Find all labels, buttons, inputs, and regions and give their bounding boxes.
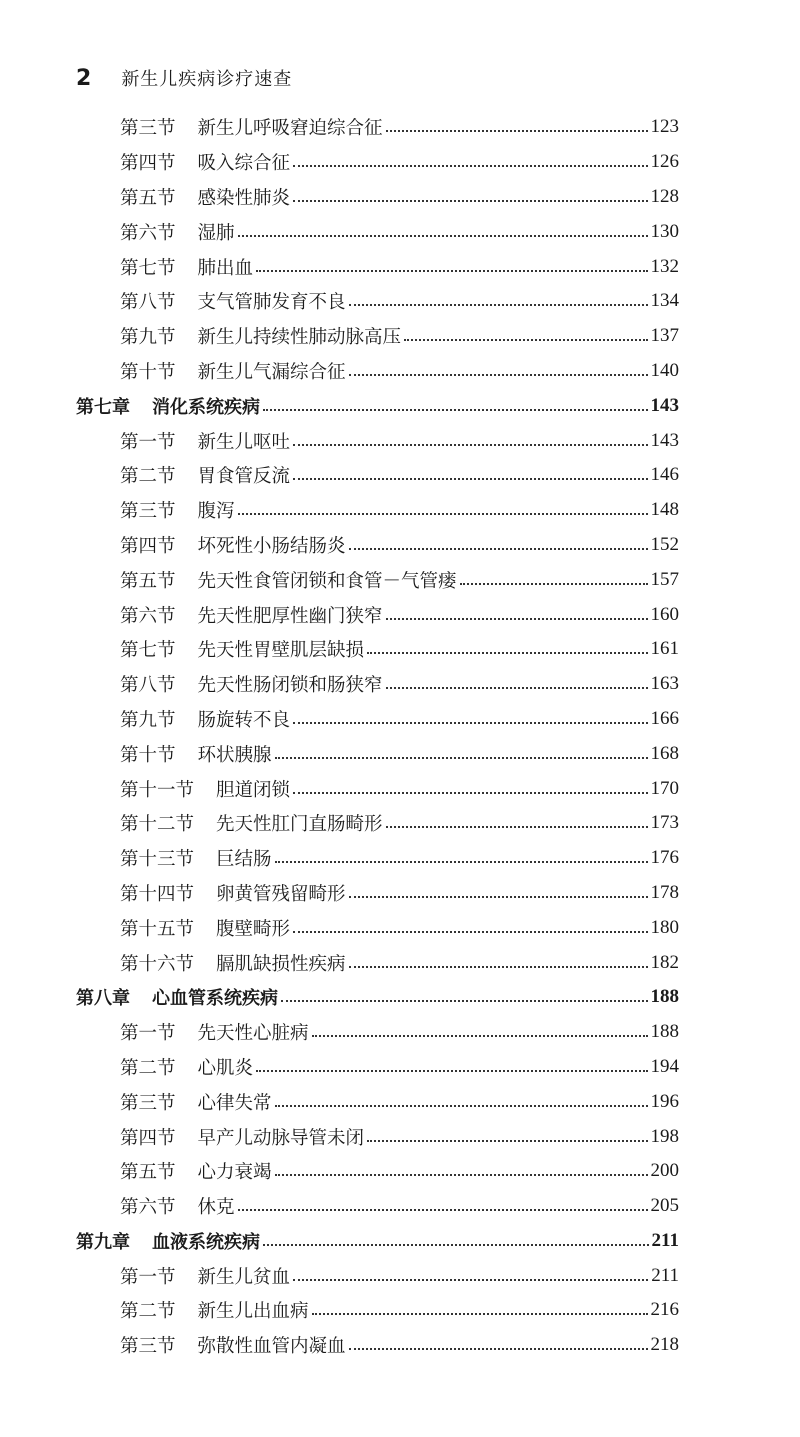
entry-title: 心肌炎 <box>197 1057 254 1079</box>
entry-label <box>120 636 364 662</box>
entry-number: 第二节 <box>120 1301 176 1323</box>
entry-title: 坏死性小肠结肠炎 <box>197 535 346 557</box>
entry-label <box>120 358 346 384</box>
entry-page-number: 126 <box>650 151 679 173</box>
dot-leader <box>293 722 647 724</box>
entry-label <box>120 288 346 314</box>
entry-title: 湿肺 <box>197 222 235 244</box>
entry-title: 先天性食管闭锁和食管－气管瘘 <box>197 570 457 592</box>
toc-section-entry[interactable] <box>0 145 800 180</box>
entry-label <box>120 741 272 767</box>
entry-label <box>120 323 401 349</box>
entry-number: 第二节 <box>120 466 176 488</box>
entry-title: 先天性肛门直肠畸形 <box>216 814 383 836</box>
entry-page-number: 146 <box>650 464 679 486</box>
dot-leader <box>349 896 648 898</box>
entry-number: 第三节 <box>120 1092 176 1114</box>
entry-page-number: 168 <box>650 742 679 764</box>
entry-number: 第五节 <box>120 187 176 209</box>
page-header <box>76 60 292 96</box>
entry-number: 第三节 <box>120 118 176 140</box>
entry-label <box>120 184 290 210</box>
toc-section-entry[interactable] <box>0 1050 800 1085</box>
dot-leader <box>367 652 647 654</box>
entry-number: 第八章 <box>76 988 130 1010</box>
entry-number: 第六节 <box>120 222 176 244</box>
toc-chapter-entry[interactable] <box>0 1224 800 1259</box>
entry-label <box>120 254 253 280</box>
entry-label <box>120 567 457 593</box>
entry-number: 第十五节 <box>120 918 195 940</box>
entry-number: 第十三节 <box>120 849 195 871</box>
entry-label <box>120 149 290 175</box>
dot-leader <box>349 1348 648 1350</box>
dot-leader <box>275 1105 648 1107</box>
entry-page-number: 134 <box>650 290 679 312</box>
dot-leader <box>404 339 647 341</box>
dot-leader <box>312 1313 648 1315</box>
dot-leader <box>293 1279 648 1281</box>
dot-leader <box>293 792 647 794</box>
dot-leader <box>386 687 648 689</box>
entry-page-number: 173 <box>650 812 679 834</box>
entry-title: 肺出血 <box>197 257 254 279</box>
toc-chapter-entry[interactable] <box>0 980 800 1015</box>
entry-number: 第一节 <box>120 431 176 453</box>
entry-number: 第九章 <box>76 1231 130 1253</box>
entry-number: 第七节 <box>120 640 176 662</box>
toc-section-entry[interactable] <box>0 249 800 284</box>
entry-title: 心力衰竭 <box>197 1162 272 1184</box>
entry-number: 第六节 <box>120 1197 176 1219</box>
entry-page-number: 148 <box>650 499 679 521</box>
entry-number: 第六节 <box>120 605 176 627</box>
toc-section-entry[interactable] <box>0 528 800 563</box>
toc-section-entry[interactable] <box>0 423 800 458</box>
entry-title: 环状胰腺 <box>197 744 272 766</box>
dot-leader <box>256 270 647 272</box>
entry-label <box>120 845 272 871</box>
toc-section-entry[interactable] <box>0 284 800 319</box>
entry-number: 第七章 <box>76 396 130 418</box>
entry-page-number: 143 <box>650 394 679 416</box>
entry-page-number: 132 <box>650 255 679 277</box>
dot-leader <box>238 1209 648 1211</box>
entry-title: 先天性肥厚性幽门狭窄 <box>197 605 383 627</box>
dot-leader <box>256 1070 647 1072</box>
dot-leader <box>275 757 648 759</box>
toc-section-entry[interactable] <box>0 1084 800 1119</box>
toc-section-entry[interactable] <box>0 771 800 806</box>
entry-label <box>120 1019 309 1045</box>
entry-label <box>120 1297 309 1323</box>
entry-label <box>120 219 235 245</box>
entry-number: 第三节 <box>120 1336 176 1358</box>
entry-title: 新生儿呼吸窘迫综合征 <box>197 118 383 140</box>
entry-title: 新生儿气漏综合征 <box>197 361 346 383</box>
toc-section-entry[interactable] <box>0 180 800 215</box>
toc-section-entry[interactable] <box>0 841 800 876</box>
entry-page-number: 211 <box>651 1264 679 1286</box>
entry-label <box>120 776 290 802</box>
entry-number: 第四节 <box>120 1127 176 1149</box>
entry-title: 胃食管反流 <box>197 466 291 488</box>
entry-number: 第一节 <box>120 1023 176 1045</box>
entry-label <box>120 1158 272 1184</box>
entry-title: 新生儿持续性肺动脉高压 <box>197 327 402 349</box>
toc-section-entry[interactable] <box>0 319 800 354</box>
entry-title: 感染性肺炎 <box>197 187 291 209</box>
dot-leader <box>293 931 647 933</box>
toc-section-entry[interactable] <box>0 806 800 841</box>
entry-title: 吸入综合征 <box>197 153 291 175</box>
page-number: 2 <box>76 65 92 91</box>
entry-label <box>120 915 290 941</box>
table-of-contents <box>0 110 800 1363</box>
entry-number: 第十四节 <box>120 883 195 905</box>
entry-page-number: 137 <box>650 325 679 347</box>
entry-title: 先天性肠闭锁和肠狭窄 <box>197 675 383 697</box>
entry-page-number: 188 <box>650 1021 679 1043</box>
entry-page-number: 182 <box>650 951 679 973</box>
toc-section-entry[interactable] <box>0 702 800 737</box>
entry-label <box>76 1228 260 1254</box>
entry-page-number: 163 <box>650 673 679 695</box>
entry-page-number: 170 <box>650 777 679 799</box>
entry-label <box>120 810 383 836</box>
entry-label <box>76 984 278 1010</box>
entry-title: 腹壁畸形 <box>216 918 291 940</box>
entry-number: 第十节 <box>120 361 176 383</box>
entry-page-number: 180 <box>650 916 679 938</box>
toc-section-entry[interactable] <box>0 632 800 667</box>
book-title: 新生儿疾病诊疗速查 <box>121 69 293 90</box>
entry-title: 早产儿动脉导管未闭 <box>197 1127 365 1149</box>
toc-section-entry[interactable] <box>0 597 800 632</box>
dot-leader <box>367 1140 647 1142</box>
entry-page-number: 194 <box>650 1055 679 1077</box>
entry-page-number: 216 <box>650 1299 679 1321</box>
entry-label <box>120 462 290 488</box>
entry-number: 第一节 <box>120 1266 176 1288</box>
toc-section-entry[interactable] <box>0 1119 800 1154</box>
entry-label <box>120 880 346 906</box>
dot-leader <box>263 1244 649 1246</box>
entry-number: 第九节 <box>120 709 176 731</box>
entry-number: 第七节 <box>120 257 176 279</box>
toc-section-entry[interactable] <box>0 736 800 771</box>
toc-section-entry[interactable] <box>0 1015 800 1050</box>
entry-page-number: 160 <box>650 603 679 625</box>
dot-leader <box>293 444 647 446</box>
toc-section-entry[interactable] <box>0 1154 800 1189</box>
entry-label <box>120 1124 364 1150</box>
entry-number: 第十节 <box>120 744 176 766</box>
entry-title: 胆道闭锁 <box>216 779 291 801</box>
entry-page-number: 188 <box>650 986 679 1008</box>
dot-leader <box>238 235 648 237</box>
toc-section-entry[interactable] <box>0 876 800 911</box>
entry-page-number: 123 <box>650 116 679 138</box>
toc-section-entry[interactable] <box>0 910 800 945</box>
entry-number: 第十一节 <box>120 779 195 801</box>
entry-number: 第五节 <box>120 1162 176 1184</box>
entry-title: 弥散性血管内凝血 <box>197 1336 346 1358</box>
toc-chapter-entry[interactable] <box>0 388 800 423</box>
toc-section-entry[interactable] <box>0 110 800 145</box>
entry-title: 消化系统疾病 <box>152 396 260 418</box>
toc-section-entry[interactable] <box>0 1328 800 1363</box>
entry-label <box>120 1089 272 1115</box>
entry-title: 心律失常 <box>197 1092 272 1114</box>
entry-title: 卵黄管残留畸形 <box>216 883 346 905</box>
dot-leader <box>349 548 648 550</box>
entry-page-number: 196 <box>650 1090 679 1112</box>
entry-label <box>120 428 290 454</box>
dot-leader <box>293 478 647 480</box>
entry-number: 第十二节 <box>120 814 195 836</box>
entry-title: 先天性心脏病 <box>197 1023 309 1045</box>
entry-title: 休克 <box>197 1197 235 1219</box>
dot-leader <box>263 409 648 411</box>
toc-section-entry[interactable] <box>0 945 800 980</box>
dot-leader <box>386 826 648 828</box>
entry-page-number: 176 <box>650 847 679 869</box>
entry-number: 第十六节 <box>120 953 195 975</box>
entry-label <box>120 532 346 558</box>
entry-title: 新生儿呕吐 <box>197 431 291 453</box>
entry-number: 第二节 <box>120 1057 176 1079</box>
entry-number: 第八节 <box>120 292 176 314</box>
entry-label <box>120 950 346 976</box>
entry-label <box>120 1193 235 1219</box>
dot-leader <box>238 513 648 515</box>
entry-label <box>120 497 235 523</box>
entry-label <box>120 602 383 628</box>
entry-label <box>120 1332 346 1358</box>
entry-page-number: 178 <box>650 881 679 903</box>
dot-leader <box>349 304 648 306</box>
dot-leader <box>386 618 648 620</box>
entry-page-number: 198 <box>650 1125 679 1147</box>
toc-section-entry[interactable] <box>0 1189 800 1224</box>
toc-section-entry[interactable] <box>0 493 800 528</box>
dot-leader <box>312 1035 648 1037</box>
entry-page-number: 166 <box>650 707 679 729</box>
entry-number: 第四节 <box>120 153 176 175</box>
entry-page-number: 152 <box>650 533 679 555</box>
dot-leader <box>460 583 648 585</box>
entry-number: 第四节 <box>120 535 176 557</box>
entry-title: 心血管系统疾病 <box>152 988 278 1010</box>
dot-leader <box>293 200 647 202</box>
entry-label <box>76 393 260 419</box>
entry-label <box>120 114 383 140</box>
entry-number: 第八节 <box>120 675 176 697</box>
entry-title: 支气管肺发育不良 <box>197 292 346 314</box>
entry-page-number: 140 <box>650 359 679 381</box>
toc-section-entry[interactable] <box>0 1293 800 1328</box>
dot-leader <box>293 165 647 167</box>
dot-leader <box>349 374 648 376</box>
entry-title: 新生儿出血病 <box>197 1301 309 1323</box>
entry-title: 膈肌缺损性疾病 <box>216 953 346 975</box>
toc-section-entry[interactable] <box>0 458 800 493</box>
toc-section-entry[interactable] <box>0 1258 800 1293</box>
entry-label <box>120 1054 253 1080</box>
entry-page-number: 130 <box>650 220 679 242</box>
entry-page-number: 211 <box>651 1229 679 1251</box>
entry-label <box>120 1263 290 1289</box>
dot-leader <box>349 966 648 968</box>
toc-section-entry[interactable] <box>0 667 800 702</box>
entry-title: 血液系统疾病 <box>152 1231 260 1253</box>
entry-page-number: 143 <box>650 429 679 451</box>
entry-page-number: 218 <box>650 1334 679 1356</box>
toc-section-entry[interactable] <box>0 354 800 389</box>
toc-section-entry[interactable] <box>0 214 800 249</box>
entry-page-number: 200 <box>650 1160 679 1182</box>
dot-leader <box>275 1174 648 1176</box>
entry-label <box>120 671 383 697</box>
entry-title: 新生儿贫血 <box>197 1266 291 1288</box>
entry-title: 腹泻 <box>197 501 235 523</box>
entry-number: 第三节 <box>120 501 176 523</box>
entry-page-number: 157 <box>650 568 679 590</box>
entry-title: 肠旋转不良 <box>197 709 291 731</box>
entry-title: 巨结肠 <box>216 849 272 871</box>
toc-section-entry[interactable] <box>0 562 800 597</box>
entry-page-number: 205 <box>650 1195 679 1217</box>
dot-leader <box>281 1000 648 1002</box>
entry-title: 先天性胃壁肌层缺损 <box>197 640 365 662</box>
dot-leader <box>386 130 648 132</box>
entry-number: 第九节 <box>120 327 176 349</box>
entry-number: 第五节 <box>120 570 176 592</box>
entry-page-number: 161 <box>650 638 679 660</box>
entry-page-number: 128 <box>650 185 679 207</box>
dot-leader <box>275 861 648 863</box>
entry-label <box>120 706 290 732</box>
